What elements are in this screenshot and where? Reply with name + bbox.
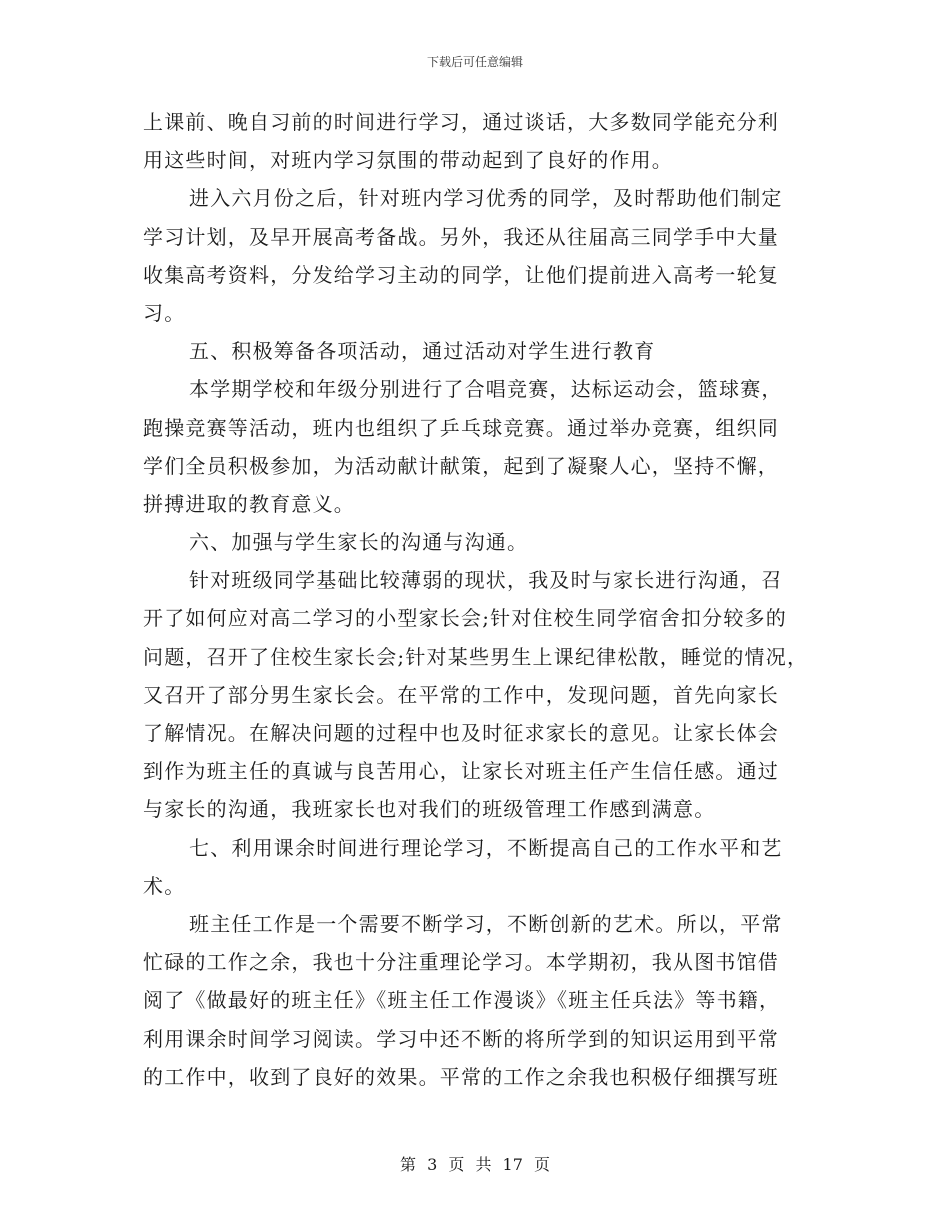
text-line: 忙碌的工作之余，我也十分注重理论学习。本学期初，我从图书馆借 [143,950,779,975]
text-line: 进入六月份之后，针对班内学习优秀的同学，及时帮助他们制定 [189,186,783,211]
text-line: 了解情况。在解决问题的过程中也及时征求家长的意见。让家长体会 [143,721,779,745]
text-line: 上课前、晚自习前的时间进行学习，通过谈话，大多数同学能充分利 [143,110,779,134]
text-line: 用这些时间，对班内学习氛围的带动起到了良好的作用。 [143,148,673,173]
text-line: 七、利用课余时间进行理论学习，不断提高自己的工作水平和艺 [189,835,783,860]
text-line: 收集高考资料，分发给学习主动的同学，让他们提前进入高考一轮复 [143,262,779,287]
text-line: 问题，召开了住校生家长会;针对某些男生上课纪律松散，睡觉的情况， [143,644,809,669]
page-header: 下载后可任意编辑 [426,55,523,69]
text-line: 开了如何应对高二学习的小型家长会;针对住校生同学宿舍扣分较多的 [143,606,787,631]
text-line: 拼搏进取的教育意义。 [143,491,355,516]
text-line: 本学期学校和年级分别进行了合唱竞赛，达标运动会，篮球赛， [189,377,783,402]
text-line: 五、积极筹备各项活动，通过活动对学生进行教育 [189,339,656,364]
text-line: 术。 [143,873,186,898]
text-line: 到作为班主任的真诚与良苦用心，让家长对班主任产生信任感。通过 [143,759,779,784]
text-line: 阅了《做最好的班主任》《班主任工作漫谈》《班主任兵法》等书籍， [143,988,781,1013]
text-line: 的工作中，收到了良好的效果。平常的工作之余我也积极仔细撰写班 [143,1064,779,1089]
text-line: 利用课余时间学习阅读。学习中还不断的将所学到的知识运用到平常 [143,1026,779,1051]
document-body [143,103,833,1096]
text-line: 习。 [143,300,186,325]
text-line: 学习计划，及早开展高考备战。另外，我还从往届高三同学手中大量 [143,224,779,249]
text-line: 六、加强与学生家长的沟通与沟通。 [189,530,529,555]
text-line: 又召开了部分男生家长会。在平常的工作中，发现问题，首先向家长 [143,682,779,707]
text-line: 跑操竞赛等活动，班内也组织了乒乓球竞赛。通过举办竞赛，组织同 [143,415,779,440]
text-line: 班主任工作是一个需要不断学习，不断创新的艺术。所以，平常 [189,911,783,936]
page-number-footer: 第 3 页 共 17 页 [400,1155,550,1174]
text-line: 与家长的沟通，我班家长也对我们的班级管理工作感到满意。 [143,797,716,822]
text-line: 针对班级同学基础比较薄弱的现状，我及时与家长进行沟通，召 [189,568,783,593]
text-line: 学们全员积极参加，为活动献计献策，起到了凝聚人心，坚持不懈， [143,453,779,478]
